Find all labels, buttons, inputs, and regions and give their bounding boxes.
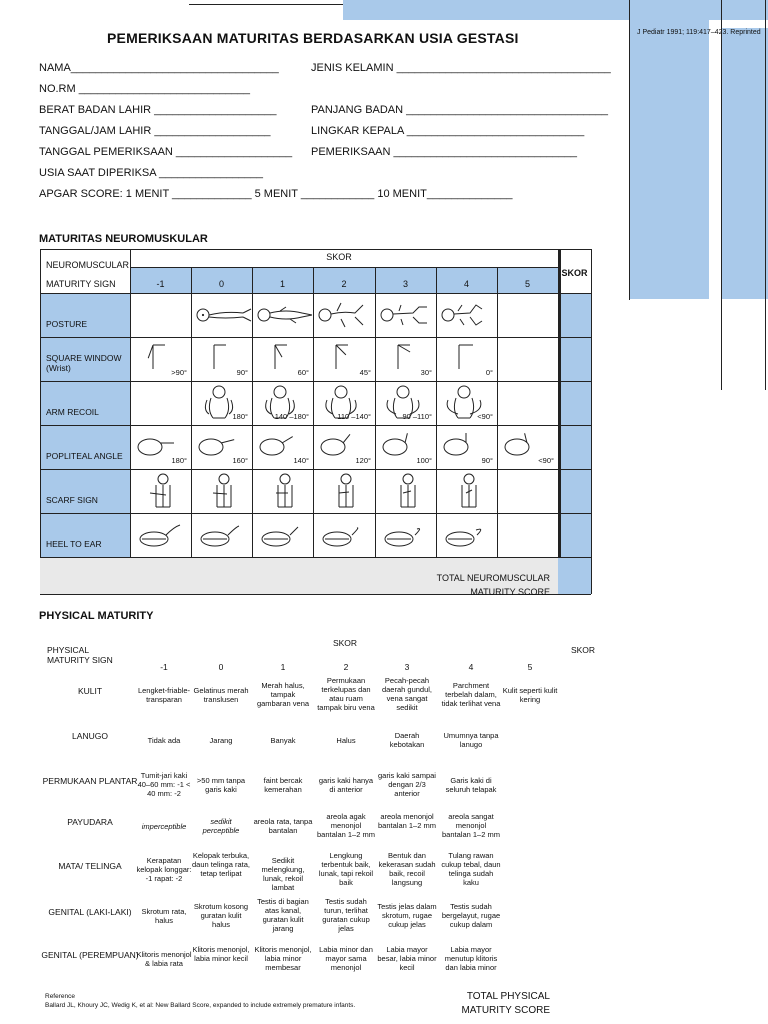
field-apgar[interactable]: APGAR SCORE: 1 MENIT _____________ 5 MENIT ____________ 10 MENIT______________ [39,188,513,200]
pm-criteria-cell: garis kaki hanya di anterior [318,776,374,794]
nm-score-heading: 2 [341,279,347,289]
pm-criteria-cell: Lengkung terbentuk baik, lunak, tapi rekoil baik [318,851,374,887]
pm-score-heading: 4 [468,662,474,672]
pm-criteria-cell: Bentuk dan kekerasan sudah baik, recoil langsung [378,851,436,887]
nm-angle-value: 90° [236,368,248,377]
arm-recoil-figure [199,384,239,422]
pm-criteria-cell: Pecah-pecah daerah gundul, vena sangat sedikit [381,676,433,712]
pm-row-label: KULIT [77,686,103,696]
square-window-figure [454,341,484,371]
pm-criteria-cell: Klitoris menonjol & labia rata [136,950,192,968]
nm-row-line [40,557,591,558]
pm-criteria-cell: areola rata, tanpa bantalan [253,817,313,835]
scarf-sign-figure [270,473,300,511]
pm-criteria-cell: Permukaan terkelupas dan atau ruam tampak biru vena [317,676,375,712]
pm-header-label-2: MATURITY SIGN [47,655,113,665]
nm-angle-value: 140 –180° [274,412,309,421]
field-lingkar-kepala[interactable]: LINGKAR KEPALA _____________________________ [311,125,585,137]
nm-score-heading: -1 [156,279,165,289]
pm-criteria-cell: Klitoris menonjol, labia minor kecil [192,945,250,963]
pm-criteria-cell: Labia mayor besar, labia minor kecil [377,945,437,972]
pm-score-heading: -1 [160,662,168,672]
arm-recoil-figure [444,384,484,422]
pm-criteria-cell: >50 mm tanpa garis kaki [196,776,246,794]
pm-criteria-cell: Merah halus, tampak gambaran vena [256,681,310,708]
pm-criteria-cell: Labia minor dan mayor sama menonjol [319,945,373,972]
square-window-figure [393,341,423,371]
nm-angle-value: 160° [232,456,248,465]
citation-text: J Pediatr 1991; 119:417–423. Reprinted [637,29,761,36]
reference-label: Reference [45,993,75,1000]
right-blue-panel [629,20,768,299]
heel-to-ear-figure [136,521,186,551]
pm-criteria-cell: Tidak ada [147,736,181,745]
nm-row-label: SQUARE WINDOW (Wrist) [46,353,122,373]
nm-angle-value: 90° [481,456,493,465]
nm-col-line [191,267,192,557]
pm-skor-heading: SKOR [332,638,358,648]
nm-score-column [558,293,591,594]
popliteal-figure [442,431,492,459]
nm-right-line [591,249,592,594]
scarf-sign-figure [454,473,484,511]
nm-angle-value: >90° [171,368,187,377]
arm-recoil-figure [383,384,423,422]
pm-criteria-cell: Testis sudah bergelayut, rugae cukup dalam [441,902,501,929]
pm-total-label-2: MATURITY SCORE [461,1005,550,1016]
heel-to-ear-figure [319,521,369,551]
nm-angle-value: 180° [232,412,248,421]
pm-row-label: PAYUDARA [67,817,113,827]
nm-angle-value: 120° [355,456,371,465]
field-tanggal-lahir[interactable]: TANGGAL/JAM LAHIR ___________________ [39,125,271,137]
pm-criteria-cell: Garis kaki di seluruh telapak [445,776,497,794]
pm-criteria-cell: Testis jelas dalam skrotum, rugae cukup jelas [377,902,437,929]
field-panjang-badan[interactable]: PANJANG BADAN _________________________________ [311,104,609,116]
square-window-figure [270,341,300,371]
posture-figure [256,301,312,329]
field-tanggal-pemeriksaan[interactable]: TANGGAL PEMERIKSAAN ___________________ [39,146,293,158]
nm-skor-col-heading: SKOR [561,268,588,278]
nm-left-line [40,249,41,557]
pm-score-heading: 1 [280,662,286,672]
popliteal-figure [197,431,247,459]
pm-criteria-cell: imperceptible [141,822,187,831]
pm-row-label: GENITAL (LAKI-LAKI) [48,907,132,917]
header-blue-band [343,0,768,20]
pm-criteria-cell: Testis di bagian atas kanal, guratan kulit jarang [257,897,309,933]
pm-score-heading: 0 [218,662,224,672]
pm-criteria-cell: Skrotum kosong guratan kulit halus [193,902,249,929]
field-berat-badan[interactable]: BERAT BADAN LAHIR ____________________ [39,104,277,116]
right-white-strip [721,20,768,28]
nm-angle-value: 0° [485,368,493,377]
physical-section-title: PHYSICAL MATURITY [39,610,154,622]
field-no-rm[interactable]: NO.RM ____________________________ [39,83,251,95]
scarf-sign-figure [209,473,239,511]
pm-criteria-cell: areola agak menonjol bantalan 1–2 mm [317,812,375,839]
nm-score-heading: 1 [279,279,285,289]
nm-row-label: SCARF SIGN [46,495,98,505]
posture-figure [195,301,251,329]
nm-score-heading: 0 [218,279,224,289]
posture-figure [317,301,373,329]
pm-criteria-cell: areola menonjol bantalan 1–2 mm [378,812,436,830]
posture-figure [379,301,435,329]
pm-criteria-cell: Kulit seperti kulit kering [502,686,558,704]
nm-total-label-2: MATURITY SCORE [470,587,550,597]
nm-angle-value: 60° [297,368,309,377]
pm-criteria-cell: Sedikit melengkung, lunak, rekoil lambat [261,856,305,892]
square-window-figure [209,341,239,371]
popliteal-figure [136,431,186,459]
nm-angle-value: 180° [171,456,187,465]
nm-angle-value: 110 –140° [337,412,371,421]
nm-row-label: POPLITEAL ANGLE [46,451,123,461]
scarf-sign-figure [393,473,423,511]
nm-row-label: ARM RECOIL [46,407,99,417]
right-rule-b [721,0,722,390]
heel-to-ear-figure [197,521,247,551]
right-rule-c [765,0,766,390]
nm-row-label: HEEL TO EAR [46,539,102,549]
field-jenis-kelamin[interactable]: JENIS KELAMIN ___________________________________ [311,62,611,74]
neuromuscular-section-title: MATURITAS NEUROMUSKULAR [39,233,208,245]
scarf-sign-figure [148,473,178,511]
nm-col-line [130,249,131,557]
nm-angle-value: <90° [477,412,493,421]
pm-criteria-cell: garis kaki sampai dengan 2/3 anterior [378,771,436,798]
nm-row-label: POSTURE [46,319,88,329]
right-rule-a [629,0,630,300]
nm-col-line [252,267,253,557]
pm-row-label: GENITAL (PEREMPUAN) [41,950,139,960]
nm-angle-value: 45° [359,368,371,377]
nm-row-line [40,513,591,514]
heel-to-ear-figure [258,521,308,551]
popliteal-figure [381,431,431,459]
pm-score-heading: 5 [527,662,533,672]
nm-angle-value: 100° [416,456,432,465]
pm-criteria-cell: Kerapatan kelopak longgar: -1 rapat: -2 [136,856,192,883]
nm-score-heading: 3 [402,279,408,289]
square-window-figure [148,341,178,371]
pm-criteria-cell: Parchment terbelah dalam, tidak terlihat vena [441,681,501,708]
pm-criteria-cell: Kelopak terbuka, daun telinga rata, tetap terlipat [192,851,250,878]
pm-criteria-cell: Daerah kebotakan [389,731,425,749]
pm-criteria-cell: Tulang rawan cukup tebal, daun telinga sudah kaku [441,851,501,887]
nm-header-mid-line [130,267,558,268]
pm-row-label: LANUGO [72,731,108,741]
pm-criteria-cell: Gelatinus merah translusen [193,686,249,704]
nm-col-line [436,267,437,557]
pm-criteria-cell: Halus [336,736,356,745]
nm-header-label-1: NEUROMUSCULAR [46,260,130,270]
pm-score-heading: 2 [343,662,349,672]
page-title: PEMERIKSAAN MATURITAS BERDASARKAN USIA GESTASI [107,30,519,46]
field-usia[interactable]: USIA SAAT DIPERIKSA _________________ [39,167,264,179]
pm-criteria-cell: Klitoris menonjol, labia minor membesar [254,945,312,972]
field-pemeriksaan[interactable]: PEMERIKSAAN ______________________________ [311,146,578,158]
pm-criteria-cell: faint bercak kemerahan [263,776,303,794]
popliteal-figure [503,431,553,459]
field-nama[interactable]: NAMA__________________________________ [39,62,279,74]
nm-col-line [497,267,498,557]
nm-row-line [40,425,591,426]
heel-to-ear-figure [381,521,431,551]
pm-header-label-1: PHYSICAL [47,645,90,655]
pm-criteria-cell: Testis sudah turun, terlihat guratan cukup jelas [322,897,370,933]
nm-score-heading: 4 [463,279,469,289]
reference-text: Ballard JL, Khoury JC, Wedig K, et al: New Ballard Score, expanded to include extremely premature infants. [45,1002,356,1009]
pm-criteria-cell: Labia mayor menutup klitoris dan labia minor [444,945,498,972]
pm-criteria-cell: sedikit perceptible [202,817,240,835]
pm-criteria-cell: Skrotum rata, halus [141,907,187,925]
nm-top-line [40,249,591,250]
nm-row-line [40,381,591,382]
pm-row-label: MATA/ TELINGA [58,861,122,871]
nm-skor-sep [559,249,561,557]
nm-angle-value: 90 –110° [402,412,432,421]
pm-criteria-cell: Jarang [209,736,233,745]
right-white-panel [709,20,721,339]
nm-row-line [40,293,591,294]
nm-skor-heading: SKOR [326,252,352,262]
pm-criteria-cell: Tumit-jari kaki 40–60 mm: -1 < 40 mm: -2 [137,771,191,798]
popliteal-figure [258,431,308,459]
nm-row-line [40,337,591,338]
heel-to-ear-figure [442,521,492,551]
nm-col-line [313,267,314,557]
popliteal-figure [319,431,369,459]
pm-total-label-1: TOTAL PHYSICAL [466,991,550,1002]
pm-criteria-cell: Banyak [270,736,296,745]
nm-row-line [40,469,591,470]
pm-score-heading: 3 [404,662,410,672]
arm-recoil-figure [260,384,300,422]
arm-recoil-figure [321,384,361,422]
nm-angle-value: 140° [293,456,309,465]
pm-criteria-cell: Umumnya tanpa lanugo [443,731,499,749]
pm-row-label: PERMUKAAN PLANTAR [42,776,138,786]
nm-angle-value: 30° [420,368,432,377]
nm-angle-value: <90° [538,456,554,465]
nm-score-heading: 5 [524,279,530,289]
pm-criteria-cell: Lengket-friable-transparan [137,686,191,704]
square-window-figure [331,341,361,371]
nm-col-line [375,267,376,557]
scarf-sign-figure [331,473,361,511]
pm-skor-col-heading: SKOR [570,645,596,655]
nm-header-label-2: MATURITY SIGN [46,279,116,289]
nm-total-label-1: TOTAL NEUROMUSCULAR [436,573,550,583]
posture-figure [440,301,496,329]
pm-criteria-cell: areola sangat menonjol bantalan 1–2 mm [442,812,500,839]
